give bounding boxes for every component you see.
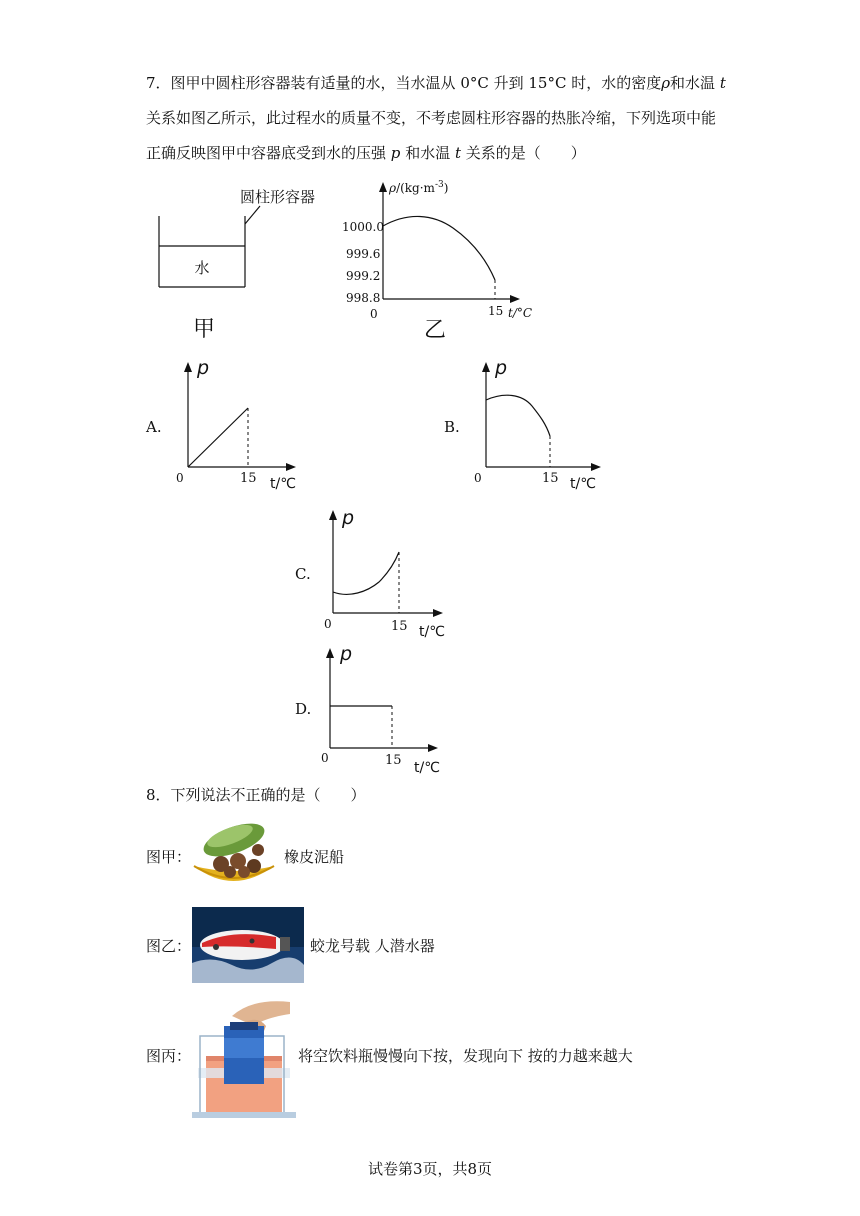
p-symbol: p <box>390 144 401 162</box>
t-symbol: t <box>719 74 726 92</box>
q8-stem-text: 下列说法不正确的是（ ） <box>170 786 366 804</box>
ytick-998.8: 998.8 <box>346 291 381 305</box>
x-axis-arrow <box>510 295 520 303</box>
q7-text-3c: 关系的是（ ） <box>465 144 586 162</box>
submersible-image <box>192 907 304 983</box>
p-axis-label: p <box>197 357 210 379</box>
figure-yi-chart <box>338 174 538 344</box>
origin-label: 0 <box>370 307 378 321</box>
q8-number: 8． <box>146 786 171 804</box>
option-a-label: A. <box>146 418 162 436</box>
q7-text-3b: 和水温 <box>405 144 451 162</box>
xtick-15: 15 <box>240 471 257 486</box>
p-axis-label: p <box>340 643 353 665</box>
x-axis-label: t/℃ <box>270 476 296 492</box>
option-a-graph <box>170 352 310 492</box>
xtick-15: 15 <box>385 753 402 768</box>
bottle-in-water-image <box>192 996 296 1118</box>
water-label: 水 <box>194 259 210 277</box>
item-yi-text: 蛟龙号载 人潜水器 <box>310 937 435 955</box>
option-b-label: B. <box>444 418 460 436</box>
q7-line-3 <box>146 142 586 163</box>
x-axis-label: t/℃ <box>419 624 445 640</box>
ytick-999.2: 999.2 <box>346 269 381 283</box>
t-symbol: t <box>454 144 462 162</box>
option-b-graph <box>468 352 608 492</box>
p-axis-label: p <box>342 507 355 529</box>
density-curve <box>383 216 495 280</box>
origin-label: 0 <box>176 471 184 485</box>
option-d-graph <box>312 638 452 778</box>
item-jia-label: 图甲： <box>146 848 192 866</box>
option-c-label: C. <box>295 565 311 583</box>
figure-jia <box>150 180 350 350</box>
concave-down-curve <box>486 395 550 436</box>
ytick-1000.0: 1000.0 <box>342 220 384 234</box>
q7-line-2: 关系如图乙所示，此过程水的质量不变，不考虑圆柱形容器的热胀冷缩，下列选项中能 <box>146 109 717 127</box>
q7-text-1a: 图甲中圆柱形容器装有适量的水，当水温从 0°C 升到 15°C 时，水的密度 <box>170 74 662 92</box>
page-footer: 试卷第3页，共8页 <box>367 1160 493 1178</box>
p-axis-label: p <box>495 357 508 379</box>
y-axis-label: $\rho/(kg\cdot m^{-3})$ <box>389 180 449 195</box>
item-bing-label: 图丙： <box>146 1047 192 1065</box>
linear-curve <box>188 408 248 467</box>
q7-line-1 <box>146 72 726 93</box>
q8-stem <box>146 784 366 805</box>
figure-caption-jia: 甲 <box>192 317 216 342</box>
origin-label: 0 <box>324 617 332 631</box>
rubber-boat-image <box>188 814 278 894</box>
xtick-15: 15 <box>391 619 408 634</box>
ytick-999.6: 999.6 <box>346 247 381 261</box>
y-axis-arrow <box>379 182 387 192</box>
q7-text-3a: 正确反映图甲中容器底受到水的压强 <box>146 144 387 162</box>
container-label: 圆柱形容器 <box>240 188 316 206</box>
rho-symbol: ρ <box>661 74 671 92</box>
origin-label: 0 <box>474 471 482 485</box>
item-bing-text: 将空饮料瓶慢慢向下按，发现向下 按的力越来越大 <box>298 1047 633 1065</box>
concave-up-curve <box>333 552 399 594</box>
x-axis-label: t/°C <box>508 306 533 320</box>
q7-number: 7． <box>146 74 171 92</box>
item-jia-text: 橡皮泥船 <box>284 848 345 866</box>
option-c-graph <box>315 500 455 640</box>
x-axis-label: t/℃ <box>570 476 596 492</box>
xtick-15: 15 <box>542 471 559 486</box>
item-yi-label: 图乙： <box>146 937 192 955</box>
x-axis-label: t/℃ <box>414 760 440 776</box>
figure-caption-yi: 乙 <box>423 318 447 343</box>
option-d-label: D. <box>295 700 312 718</box>
xtick-15: 15 <box>488 304 504 318</box>
origin-label: 0 <box>321 751 329 765</box>
q7-text-1b: 和水温 <box>670 74 716 92</box>
